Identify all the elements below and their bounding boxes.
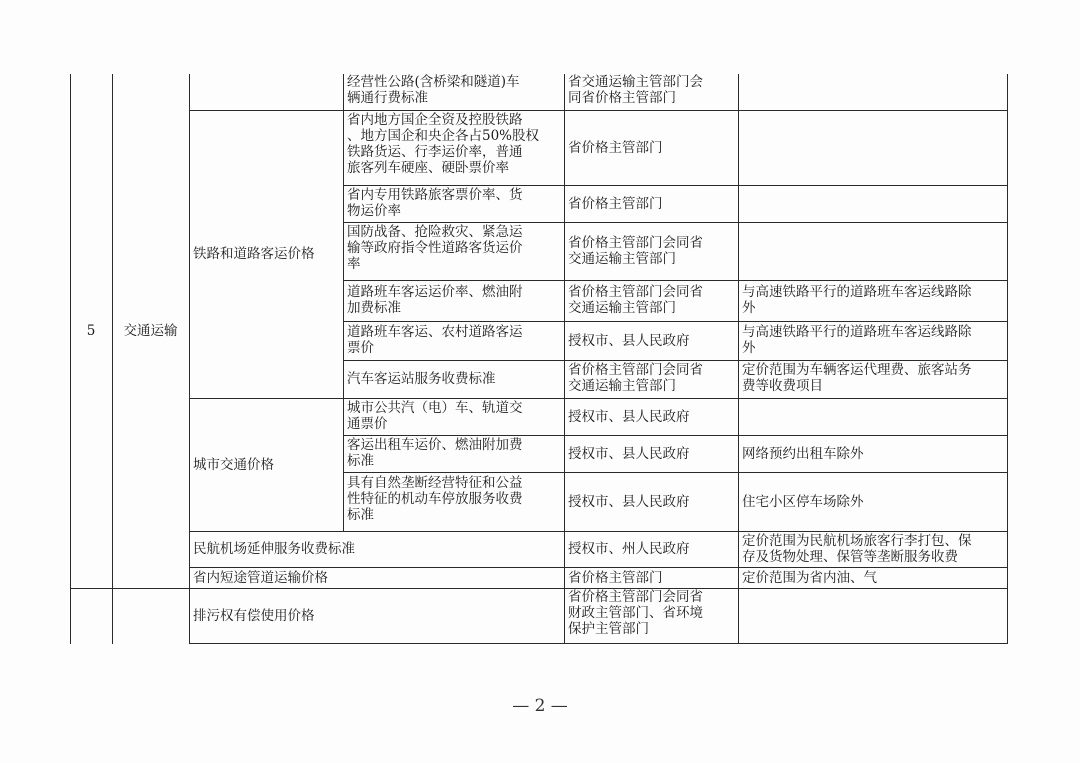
item-cell: 省内专用铁路旅客票价率、货 物运价率	[347, 187, 523, 219]
authority-cell: 省交通运输主管部门会 同省价格主管部门	[568, 74, 703, 106]
note-cell: 定价范围为省内油、气	[742, 569, 877, 586]
subcategory-urban: 城市交通价格	[193, 456, 274, 473]
authority-cell: 省价格主管部门会同省 财政主管部门、省环境 保护主管部门	[568, 589, 703, 637]
subcategory-rail-road: 铁路和道路客运价格	[193, 246, 315, 262]
authority-cell: 省价格主管部门	[568, 195, 663, 212]
item-cell: 具有自然垄断经营特征和公益 性特征的机动车停放服务收费 标准	[347, 475, 523, 523]
authority-cell: 授权市、县人民政府	[568, 445, 690, 462]
authority-cell: 省价格主管部门	[568, 569, 663, 586]
authority-cell: 省价格主管部门会同省 交通运输主管部门	[568, 235, 703, 267]
item-cell: 汽车客运站服务收费标准	[347, 371, 496, 387]
item-cell: 国防战备、抢险救灾、紧急运 输等政府指令性道路客货运价 率	[347, 224, 523, 272]
page-number: — 2 —	[512, 696, 568, 716]
category-number: 5	[86, 323, 96, 339]
authority-cell: 授权市、州人民政府	[568, 541, 690, 557]
authority-cell: 省价格主管部门会同省 交通运输主管部门	[568, 362, 703, 394]
item-cell: 省内地方国企全资及控股铁路 、地方国企和央企各占50%股权 铁路货运、行李运价率，普通 旅客列车硬座、硬卧票价率	[347, 112, 540, 176]
subcategory-airport: 民航机场延伸服务收费标准	[193, 541, 355, 557]
item-cell: 经营性公路(含桥梁和隧道)车 辆通行费标准	[347, 74, 520, 106]
authority-cell: 省价格主管部门	[568, 139, 663, 156]
item-cell: 客运出租车运价、燃油附加费 标准	[347, 437, 523, 469]
note-cell: 网络预约出租车除外	[742, 445, 864, 462]
authority-cell: 省价格主管部门会同省 交通运输主管部门	[568, 284, 703, 316]
authority-cell: 授权市、县人民政府	[568, 493, 690, 510]
subcategory-pipeline: 省内短途管道运输价格	[193, 569, 328, 586]
note-cell: 定价范围为车辆客运代理费、旅客站务 费等收费项目	[742, 362, 972, 394]
item-cell: 道路班车客运、农村道路客运 票价	[347, 324, 523, 356]
item-cell: 道路班车客运运价率、燃油附 加费标准	[347, 284, 523, 316]
note-cell: 住宅小区停车场除外	[742, 493, 864, 510]
note-cell: 定价范围为民航机场旅客行李打包、保 存及货物处理、保管等垄断服务收费	[742, 533, 972, 565]
authority-cell: 授权市、县人民政府	[568, 332, 690, 349]
item-cell: 城市公共汽（电）车、轨道交 通票价	[347, 400, 523, 432]
subcategory-pollution: 排污权有偿使用价格	[193, 607, 315, 624]
note-cell: 与高速铁路平行的道路班车客运线路除 外	[742, 284, 972, 316]
category-name: 交通运输	[123, 323, 178, 339]
authority-cell: 授权市、县人民政府	[568, 408, 690, 425]
note-cell: 与高速铁路平行的道路班车客运线路除 外	[742, 324, 972, 356]
